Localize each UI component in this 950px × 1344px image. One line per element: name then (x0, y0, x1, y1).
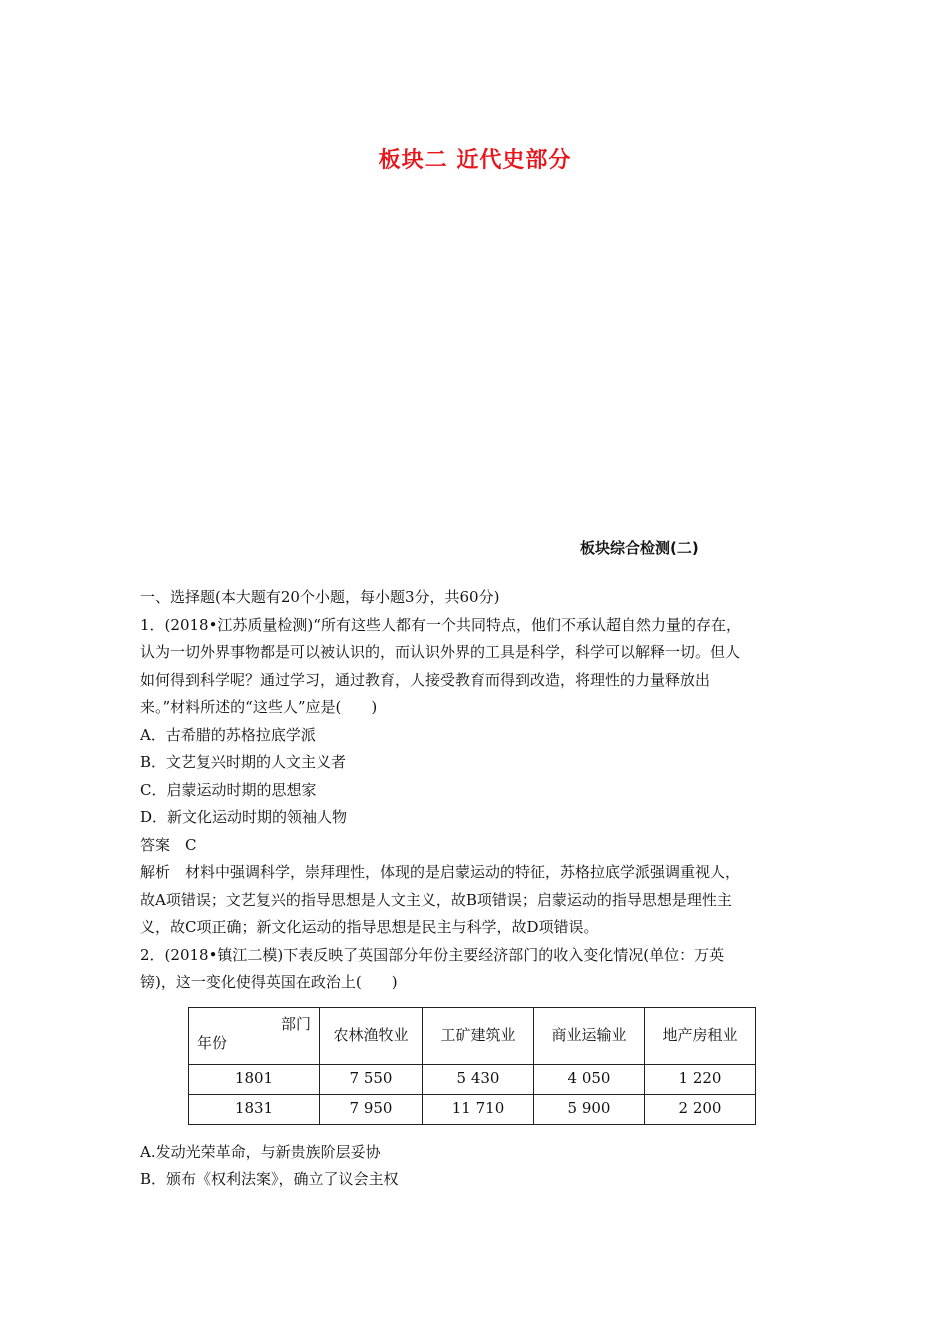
q1-analysis-line: 故A项错误；文艺复兴的指导思想是人文主义，故B项错误；启蒙运动的指导思想是理性主 (140, 890, 732, 909)
table-cell: 5 430 (423, 1064, 534, 1094)
q1-option-c: C．启蒙运动时期的思想家 (140, 780, 317, 799)
q1-option-b: B．文艺复兴时期的人文主义者 (140, 753, 347, 771)
page-title: 板块二 近代史部分 (378, 148, 572, 173)
table-header-cell: 农林渔牧业 (320, 1007, 423, 1064)
q1-stem-line: 认为一切外界事物都是可以被认识的，而认识外界的工具是科学，科学可以解释一切。但人 (140, 643, 741, 661)
table-cell: 7 950 (320, 1094, 423, 1124)
table-corner-year: 年份 (197, 1034, 228, 1052)
table-corner-dept: 部门 (280, 1014, 311, 1033)
q2-stem-line: 2．(2018•镇江二模)下表反映了英国部分年份主要经济部门的收入变化情况(单位：万英 (140, 945, 725, 964)
q1-option-d: D．新文化运动时期的领袖人物 (140, 808, 348, 826)
table-cell: 4 050 (534, 1064, 645, 1094)
table-cell: 11 710 (423, 1094, 534, 1124)
table-cell: 7 550 (320, 1064, 423, 1094)
table-row (189, 1094, 756, 1124)
table-corner-cell (189, 1007, 320, 1064)
q1-stem-line: 1．(2018•江苏质量检测)“所有这些人都有一个共同特点，他们不承认超自然力量的存在， (140, 615, 741, 634)
table-cell: 5 900 (534, 1094, 645, 1124)
q1-option-a: A．古希腊的苏格拉底学派 (140, 725, 316, 744)
table-cell: 2 200 (645, 1094, 756, 1124)
q1-stem-line: 来。”材料所述的“这些人”应是( ) (140, 698, 378, 716)
question-1 (140, 612, 820, 942)
table-header-cell: 工矿建筑业 (423, 1007, 534, 1064)
table-cell: 1831 (189, 1094, 320, 1124)
section-subtitle: 板块综合检测(二) (580, 539, 699, 557)
q2-option-a: A.发动光荣革命，与新贵族阶层妥协 (140, 1142, 381, 1161)
q1-stem-line: 如何得到科学呢？通过学习，通过教育，人接受教育而得到改造，将理性的力量释放出 (140, 670, 711, 689)
q1-answer: 答案 C (140, 835, 197, 854)
income-table (188, 1007, 756, 1125)
q2-option-b: B．颁布《权利法案》，确立了议会主权 (140, 1170, 399, 1188)
table-cell: 1801 (189, 1064, 320, 1094)
table-row (189, 1064, 756, 1094)
q1-analysis-line: 义，故C项正确；新文化运动的指导思想是民主与科学，故D项错误。 (140, 918, 599, 936)
table-header-row (189, 1007, 756, 1064)
q1-analysis-line: 解析 材料中强调科学，崇拜理性，体现的是启蒙运动的特征，苏格拉底学派强调重视人， (140, 863, 741, 881)
section-header: 一、选择题(本大题有20个小题，每小题3分，共60分) (140, 588, 500, 606)
table-header-cell: 地产房租业 (645, 1007, 756, 1064)
table-cell: 1 220 (645, 1064, 756, 1094)
question-2 (140, 942, 820, 1194)
table-header-cell: 商业运输业 (534, 1007, 645, 1064)
q2-stem-line: 镑)，这一变化使得英国在政治上( ) (140, 973, 398, 991)
question-content (140, 584, 820, 1194)
